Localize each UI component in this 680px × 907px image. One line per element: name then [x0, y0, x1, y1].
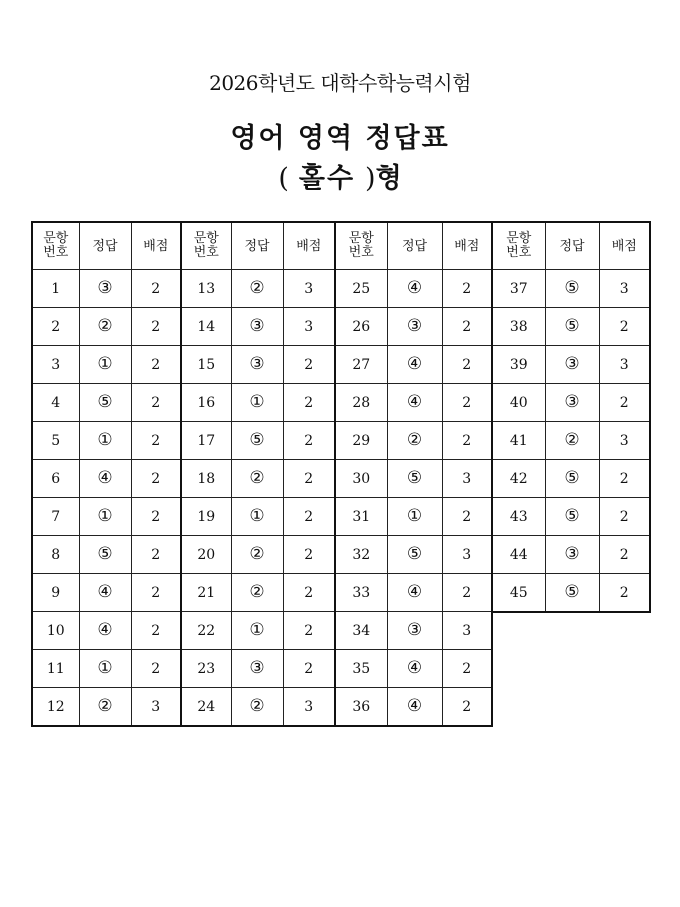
answer-mark: ①: [231, 612, 283, 650]
answer-mark: ③: [545, 536, 599, 574]
answer-table-block-1: [31, 221, 182, 727]
score-value: 3: [599, 346, 650, 384]
score-value: 2: [599, 384, 650, 422]
score-value: 3: [283, 308, 335, 346]
score-value: 2: [599, 460, 650, 498]
table-row: [181, 612, 335, 650]
answer-mark: ②: [387, 422, 442, 460]
question-number: 37: [492, 270, 545, 308]
table-row: [335, 346, 492, 384]
answer-mark: ③: [545, 384, 599, 422]
question-number: 35: [335, 650, 387, 688]
question-number: 43: [492, 498, 545, 536]
table-header-row: [335, 222, 492, 270]
question-number: 10: [32, 612, 79, 650]
question-number: 34: [335, 612, 387, 650]
answer-mark: ①: [79, 498, 131, 536]
answer-mark: ①: [79, 650, 131, 688]
answer-mark: ②: [231, 688, 283, 727]
table-row: [32, 270, 181, 308]
score-value: 2: [599, 498, 650, 536]
score-value: 2: [283, 612, 335, 650]
question-number: 19: [181, 498, 231, 536]
score-value: 2: [442, 422, 492, 460]
answer-mark: ④: [387, 650, 442, 688]
answer-mark: ⑤: [79, 384, 131, 422]
score-value: 2: [283, 384, 335, 422]
question-number: 12: [32, 688, 79, 727]
answer-mark: ①: [79, 422, 131, 460]
table-row: [335, 384, 492, 422]
table-row: [492, 308, 650, 346]
exam-title: 2026학년도 대학수학능력시험: [209, 71, 471, 95]
table-row: [492, 422, 650, 460]
answer-mark: ②: [79, 688, 131, 727]
exam-type-suffix: 형: [375, 163, 402, 194]
score-value: 2: [442, 650, 492, 688]
answer-mark: ①: [231, 498, 283, 536]
score-value: 2: [442, 308, 492, 346]
score-value: 2: [131, 460, 181, 498]
score-value: 2: [131, 612, 181, 650]
header-question-number: 문항 번호: [181, 222, 231, 270]
question-number: 28: [335, 384, 387, 422]
table-row: [335, 650, 492, 688]
answer-table-block-2: [180, 221, 336, 727]
score-value: 3: [599, 422, 650, 460]
question-number: 2: [32, 308, 79, 346]
score-value: 2: [131, 498, 181, 536]
exam-type-title: [0, 156, 680, 195]
header-score: 배점: [599, 222, 650, 270]
score-value: 2: [283, 574, 335, 612]
table-row: [335, 574, 492, 612]
score-value: 2: [131, 650, 181, 688]
answer-table-block-3: [334, 221, 493, 727]
answer-mark: ⑤: [79, 536, 131, 574]
table-row: [32, 498, 181, 536]
question-number: 13: [181, 270, 231, 308]
table-row: [335, 422, 492, 460]
score-value: 3: [442, 612, 492, 650]
table-row: [181, 346, 335, 384]
answer-mark: ③: [387, 612, 442, 650]
score-value: 2: [131, 384, 181, 422]
score-value: 2: [442, 574, 492, 612]
question-number: 11: [32, 650, 79, 688]
answer-mark: ④: [79, 574, 131, 612]
table-row: [181, 270, 335, 308]
answer-mark: ④: [387, 270, 442, 308]
question-number: 24: [181, 688, 231, 727]
table-row: [492, 270, 650, 308]
question-number: 30: [335, 460, 387, 498]
header-answer: 정답: [545, 222, 599, 270]
score-value: 2: [131, 270, 181, 308]
table-row: [181, 308, 335, 346]
answer-mark: ③: [231, 346, 283, 384]
question-number: 7: [32, 498, 79, 536]
answer-mark: ⑤: [545, 498, 599, 536]
table-row: [181, 460, 335, 498]
answer-mark: ⑤: [387, 460, 442, 498]
score-value: 2: [283, 536, 335, 574]
question-number: 9: [32, 574, 79, 612]
score-value: 3: [599, 270, 650, 308]
question-number: 29: [335, 422, 387, 460]
score-value: 2: [442, 270, 492, 308]
header-answer: 정답: [231, 222, 283, 270]
table-row: [181, 422, 335, 460]
table-header-row: [492, 222, 650, 270]
score-value: 2: [131, 422, 181, 460]
table-row: [492, 384, 650, 422]
exam-type-value: 홀수: [298, 163, 356, 194]
question-number: 26: [335, 308, 387, 346]
answer-mark: ②: [231, 270, 283, 308]
question-number: 39: [492, 346, 545, 384]
question-number: 45: [492, 574, 545, 613]
question-number: 14: [181, 308, 231, 346]
question-number: 23: [181, 650, 231, 688]
question-number: 5: [32, 422, 79, 460]
question-number: 16: [181, 384, 231, 422]
question-number: 21: [181, 574, 231, 612]
answer-mark: ③: [231, 650, 283, 688]
score-value: 2: [283, 498, 335, 536]
question-number: 18: [181, 460, 231, 498]
table-row: [335, 308, 492, 346]
answer-mark: ①: [231, 384, 283, 422]
score-value: 3: [442, 460, 492, 498]
score-value: 2: [283, 422, 335, 460]
answer-mark: ⑤: [545, 460, 599, 498]
answer-mark: ②: [79, 308, 131, 346]
score-value: 3: [283, 270, 335, 308]
answer-mark: ⑤: [387, 536, 442, 574]
score-value: 2: [442, 346, 492, 384]
table-row: [492, 346, 650, 384]
table-row: [32, 308, 181, 346]
question-number: 3: [32, 346, 79, 384]
answer-mark: ⑤: [231, 422, 283, 460]
score-value: 3: [131, 688, 181, 727]
answer-mark: ②: [231, 574, 283, 612]
header-question-number: 문항 번호: [335, 222, 387, 270]
score-value: 2: [599, 574, 650, 613]
table-row: [335, 536, 492, 574]
answer-mark: ③: [387, 308, 442, 346]
table-row: [492, 460, 650, 498]
table-row: [32, 460, 181, 498]
table-row: [181, 536, 335, 574]
header-question-number: 문항 번호: [492, 222, 545, 270]
score-value: 2: [599, 308, 650, 346]
answer-mark: ②: [545, 422, 599, 460]
type-open-paren: (: [278, 163, 289, 194]
score-value: 2: [442, 688, 492, 727]
question-number: 31: [335, 498, 387, 536]
table-header-row: [181, 222, 335, 270]
table-row: [32, 422, 181, 460]
question-number: 38: [492, 308, 545, 346]
table-row: [335, 460, 492, 498]
score-value: 3: [442, 536, 492, 574]
answer-mark: ⑤: [545, 574, 599, 613]
answer-mark: ②: [231, 460, 283, 498]
question-number: 20: [181, 536, 231, 574]
table-row: [492, 536, 650, 574]
score-value: 2: [131, 536, 181, 574]
question-number: 44: [492, 536, 545, 574]
answer-mark: ④: [79, 460, 131, 498]
question-number: 4: [32, 384, 79, 422]
table-row: [32, 650, 181, 688]
answer-mark: ⑤: [545, 270, 599, 308]
main-title: 영어 영역 정답표: [230, 123, 450, 154]
question-number: 22: [181, 612, 231, 650]
score-value: 2: [283, 650, 335, 688]
answer-mark: ①: [387, 498, 442, 536]
table-row: [32, 346, 181, 384]
table-row: [335, 688, 492, 727]
table-row: [492, 574, 650, 613]
question-number: 32: [335, 536, 387, 574]
header-score: 배점: [283, 222, 335, 270]
score-value: 3: [283, 688, 335, 727]
table-row: [32, 384, 181, 422]
header-answer: 정답: [79, 222, 131, 270]
question-number: 33: [335, 574, 387, 612]
header-score: 배점: [442, 222, 492, 270]
table-row: [335, 612, 492, 650]
answer-mark: ③: [79, 270, 131, 308]
answer-mark: ④: [387, 574, 442, 612]
answer-mark: ②: [231, 536, 283, 574]
question-number: 42: [492, 460, 545, 498]
question-number: 17: [181, 422, 231, 460]
header-score: 배점: [131, 222, 181, 270]
question-number: 27: [335, 346, 387, 384]
answer-mark: ③: [545, 346, 599, 384]
question-number: 41: [492, 422, 545, 460]
table-row: [181, 574, 335, 612]
score-value: 2: [283, 346, 335, 384]
question-number: 25: [335, 270, 387, 308]
question-number: 8: [32, 536, 79, 574]
table-row: [32, 574, 181, 612]
answer-mark: ④: [387, 346, 442, 384]
question-number: 15: [181, 346, 231, 384]
table-row: [32, 688, 181, 727]
score-value: 2: [131, 346, 181, 384]
header-answer: 정답: [387, 222, 442, 270]
table-row: [335, 270, 492, 308]
score-value: 2: [131, 574, 181, 612]
table-header-row: [32, 222, 181, 270]
question-number: 36: [335, 688, 387, 727]
answer-mark: ④: [387, 688, 442, 727]
table-row: [181, 688, 335, 727]
table-row: [492, 498, 650, 536]
score-value: 2: [442, 384, 492, 422]
answer-mark: ⑤: [545, 308, 599, 346]
score-value: 2: [599, 536, 650, 574]
question-number: 1: [32, 270, 79, 308]
score-value: 2: [283, 460, 335, 498]
type-close-paren: ): [365, 163, 376, 194]
question-number: 6: [32, 460, 79, 498]
table-row: [335, 498, 492, 536]
table-row: [181, 498, 335, 536]
table-row: [32, 536, 181, 574]
table-row: [181, 650, 335, 688]
table-row: [181, 384, 335, 422]
score-value: 2: [131, 308, 181, 346]
answer-mark: ④: [387, 384, 442, 422]
question-number: 40: [492, 384, 545, 422]
header-question-number: 문항 번호: [32, 222, 79, 270]
answer-mark: ③: [231, 308, 283, 346]
table-row: [32, 612, 181, 650]
answer-mark: ④: [79, 612, 131, 650]
answer-mark: ①: [79, 346, 131, 384]
score-value: 2: [442, 498, 492, 536]
answer-table-block-4: [491, 221, 651, 613]
